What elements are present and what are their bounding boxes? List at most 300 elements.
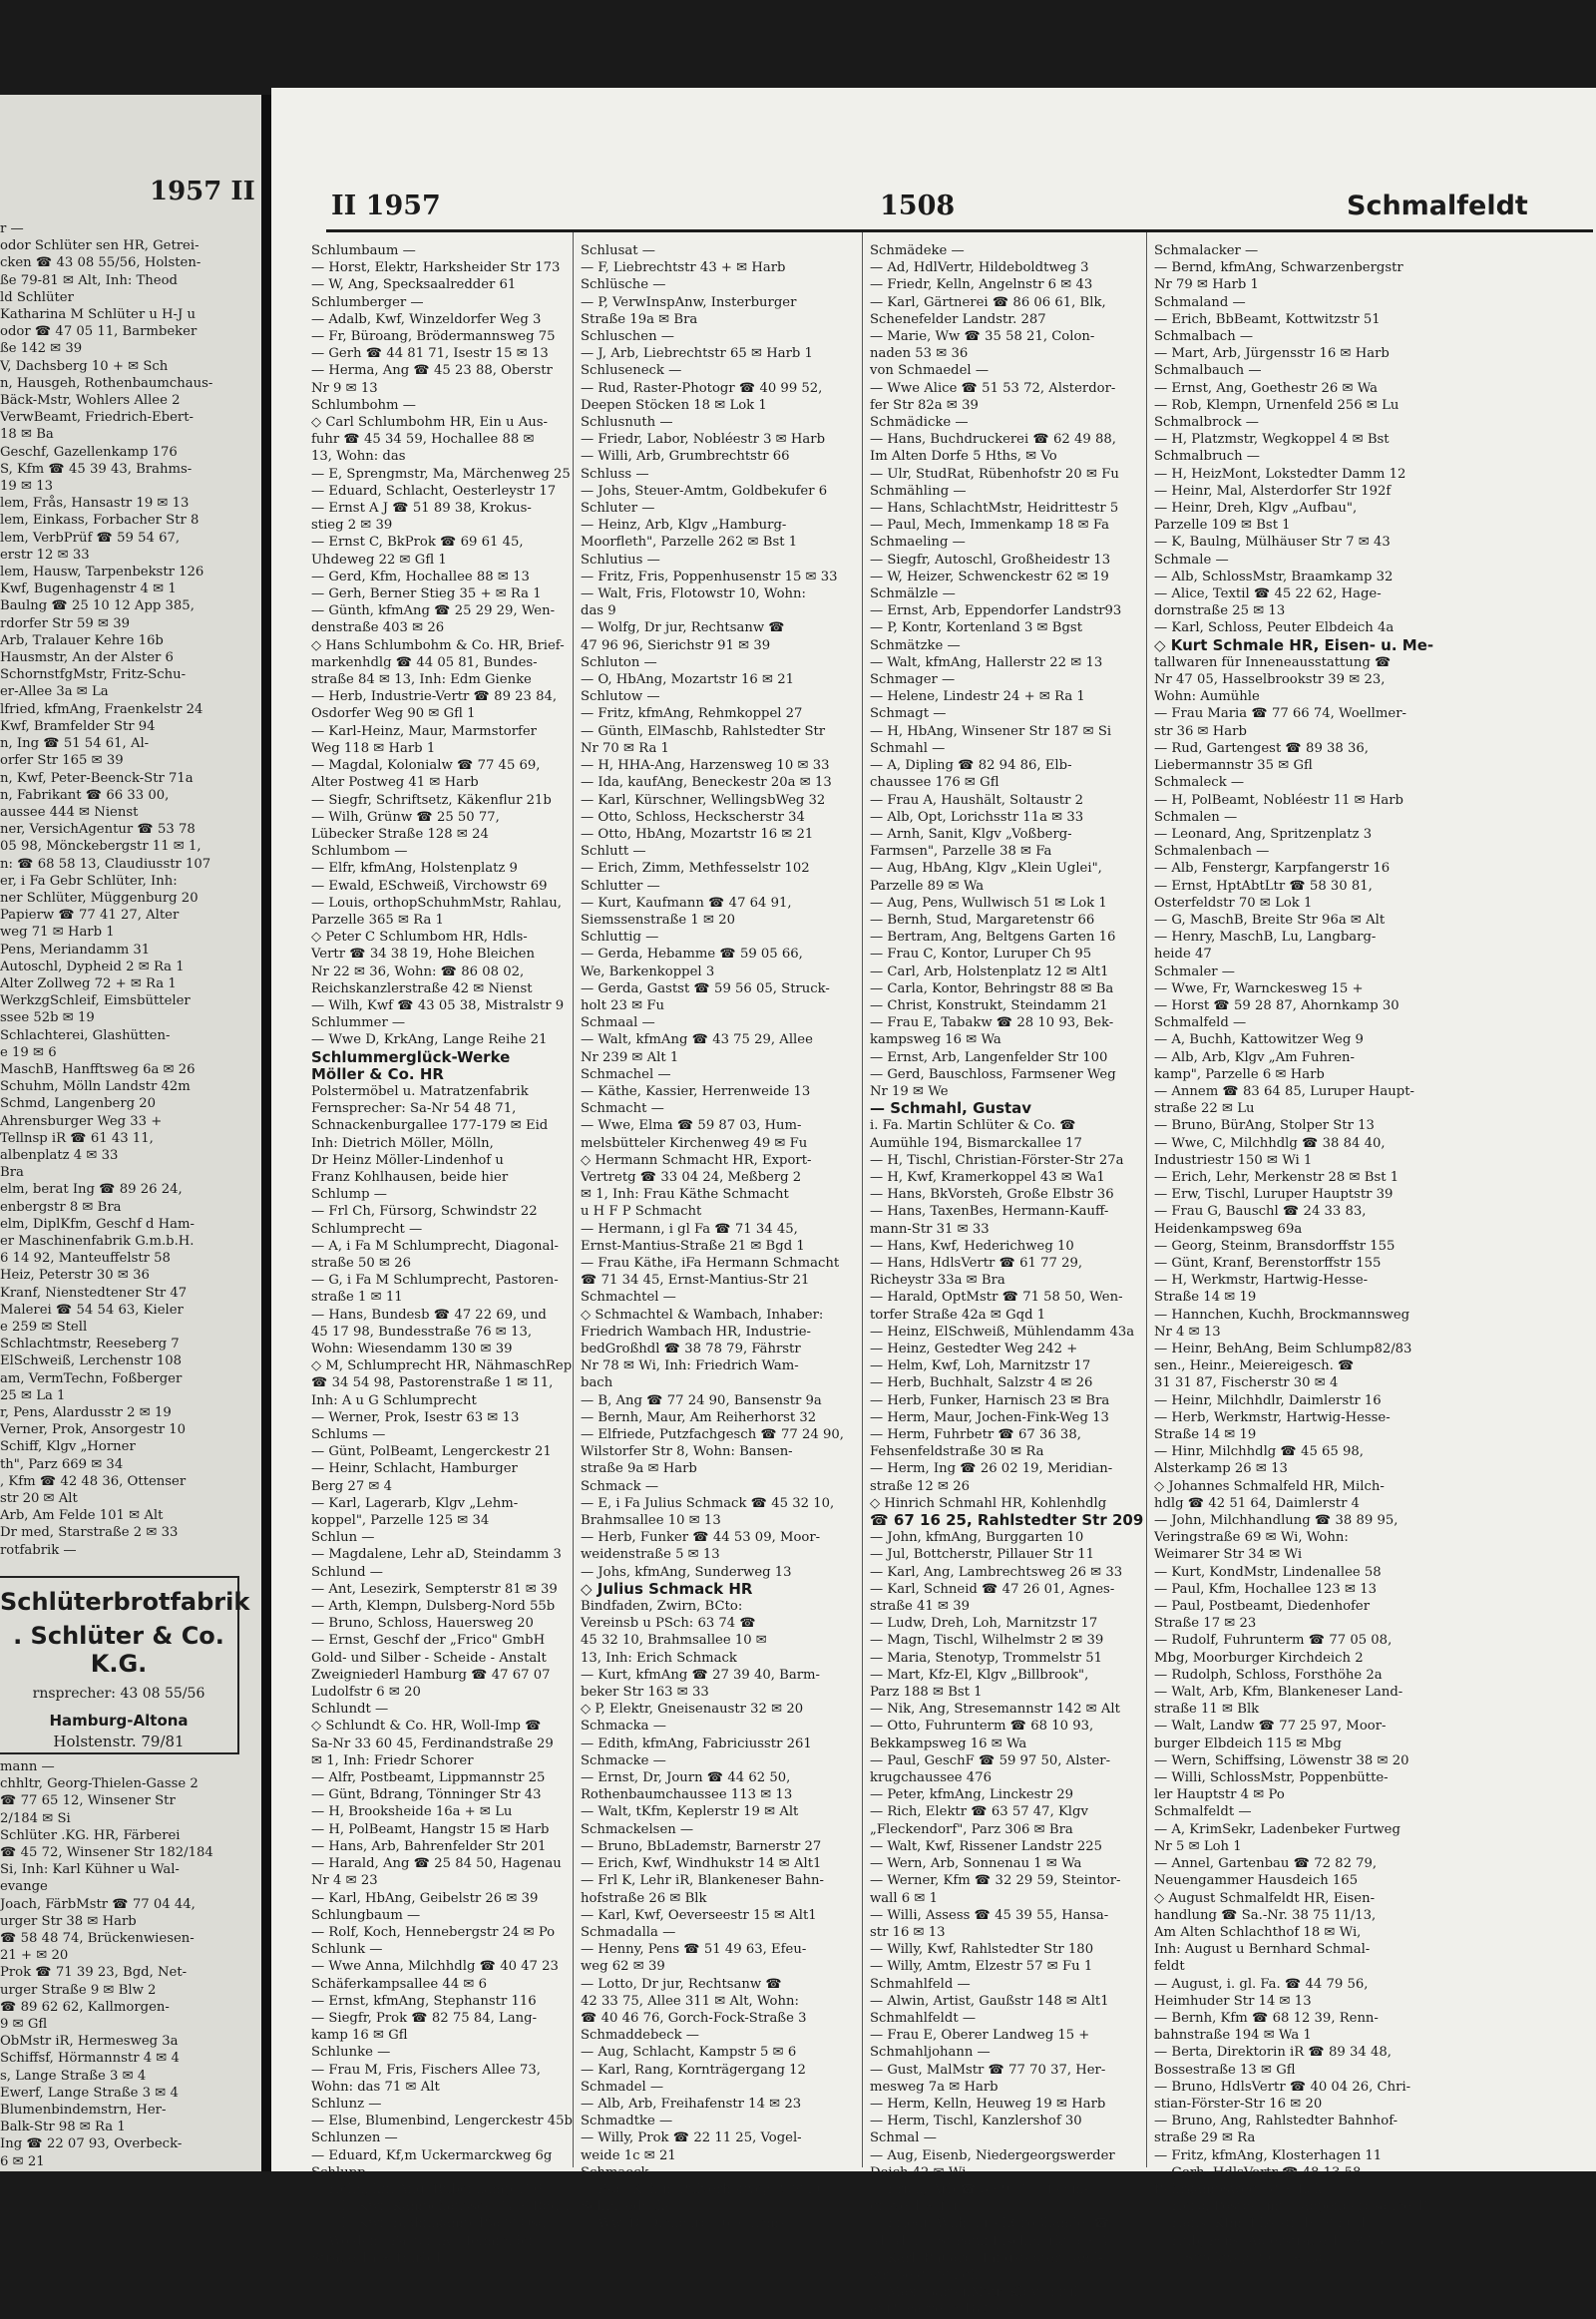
directory-entry-line: n: ☎ 68 58 13, Claudiusstr 107 <box>0 856 211 872</box>
directory-entry-line: — Wwe, C, Milchhdlg ☎ 38 84 40, <box>1154 1135 1386 1151</box>
directory-entry-line: cken ☎ 43 08 55/56, Holsten- <box>0 255 201 271</box>
directory-entry-line: — G, i Fa M Schlumprecht, Pastoren- <box>311 1273 559 1289</box>
directory-entry-line: mesweg 7a ✉ Harb <box>870 2079 998 2095</box>
directory-entry-line: — B, Ang ☎ 77 24 90, Bansenstr 9a <box>581 1392 822 1408</box>
page-number: 1508 <box>880 191 956 221</box>
directory-entry-line: Schmahlfeld — <box>870 1976 971 1992</box>
directory-entry-line: — Walt, Fris, Flotowstr 10, Wohn: <box>581 586 806 602</box>
directory-entry-line: Schmaal — <box>581 1015 655 1031</box>
directory-entry-line: kamp 16 ✉ Gfl <box>311 2028 408 2044</box>
directory-entry-line: — H, PolBeamt, Nobléestr 11 ✉ Harb <box>1154 792 1403 808</box>
directory-entry-line: — Johs, kfmAng, Sunderweg 13 <box>581 1564 792 1580</box>
directory-entry-line: Am Alten Schlachthof 18 ✉ Wi, <box>1154 1924 1362 1940</box>
directory-entry-line: — Karl-Heinz, Maur, Marmstorfer <box>311 723 537 739</box>
directory-entry-line: Schlupp — <box>311 2164 383 2180</box>
directory-entry-line: — Leonard, Ang, Spritzenplatz 3 <box>1154 826 1373 842</box>
directory-entry-line: — Kurt, KondMstr, Lindenallee 58 <box>1154 1564 1382 1580</box>
directory-entry-line: weide 1c ✉ 21 <box>581 2147 676 2163</box>
directory-entry-line: — Friedr, Labor, Nobléestr 3 ✉ Harb <box>581 432 826 448</box>
directory-entry-line: 2/184 ✉ Si <box>0 1810 71 1826</box>
directory-column-4 <box>1154 242 1434 2267</box>
directory-entry-line: er-Allee 3a ✉ La <box>0 684 109 700</box>
directory-entry-line: Papierw ☎ 77 41 27, Alter <box>0 908 180 924</box>
directory-entry-line: — Max, GartenMstr, Klgv „Früh <box>870 2285 1083 2301</box>
directory-entry-line: — Walt, kfmAng, Hallerstr 22 ✉ 13 <box>870 654 1103 670</box>
directory-entry-line: — Annel, Gartenbau ☎ 72 82 79, <box>1154 1856 1378 1872</box>
directory-entry-line: — Willy, Amtm, Elzestr 57 ✉ Fu 1 <box>870 1959 1093 1975</box>
directory-entry-line: kamp", Parzelle 6 ✉ Harb <box>1154 1066 1325 1082</box>
directory-entry-line: — Horst, Elektr, Harksheider Str 173 <box>311 260 561 276</box>
directory-entry-line: weg 62 ✉ 39 <box>581 1959 665 1975</box>
directory-entry-line: — Willi, Arb, Grumbrechtstr 66 <box>581 449 790 465</box>
directory-entry-line: Berg 27 ✉ 4 <box>311 1478 393 1494</box>
directory-entry-line: Schmälzle — <box>870 586 956 602</box>
directory-entry-line: Heimhuder Str 14 ✉ 13 <box>1154 1993 1312 2009</box>
directory-entry-line: Deepen Stöcken 18 ✉ Lok 1 <box>581 397 767 413</box>
directory-entry-line: — Louis, orthopSchuhmMstr, Rahlau, <box>311 895 562 911</box>
directory-entry-line: Schlutow — <box>581 689 660 705</box>
directory-entry-line: — Ernst A J ☎ 51 89 38, Krokus- <box>311 501 532 517</box>
ad-phone: rnsprecher: 43 08 55/56 <box>32 1686 205 1702</box>
directory-entry-line: 13, Wohn: das <box>311 449 406 465</box>
directory-entry-line: weg 71 ✉ Harb 1 <box>0 925 115 941</box>
directory-entry-line: Schmale — <box>1154 552 1229 568</box>
directory-entry-line: ◇ Carl Schlumbohm HR, Ein u Aus- <box>311 415 548 431</box>
directory-entry-line: — Carl, Arb, Holstenplatz 12 ✉ Alt1 <box>870 964 1109 979</box>
right-page-header-left: II 1957 <box>331 191 441 221</box>
directory-entry-line: r, Pens, Alardusstr 2 ✉ 19 <box>0 1405 172 1421</box>
directory-entry-line: Schmahlfeldt — <box>870 2010 977 2026</box>
directory-entry-line: Aumühle 194, Bismarckallee 17 <box>870 1135 1082 1151</box>
directory-entry-line: Richeystr 33a ✉ Bra <box>870 1273 1005 1289</box>
directory-entry-line: — Wwe, Fr, Warnckesweg 15 + <box>1154 980 1364 996</box>
directory-entry-line: — Woldem, Pastor iR, Heimfelder <box>311 2233 535 2249</box>
directory-entry-line: Schmaedecke — <box>581 2199 690 2215</box>
directory-entry-line: Bossestraße 13 ✉ Gfl <box>1154 2062 1296 2078</box>
directory-entry-line: — Hans, Arb, Bahrenfelder Str 201 <box>311 1838 547 1854</box>
directory-entry-line: — Herb, Buchhalt, Salzstr 4 ✉ 26 <box>870 1375 1093 1391</box>
directory-entry-line: ◇ Schmachtel & Wambach, Inhaber: <box>581 1307 824 1323</box>
directory-entry-line: Ewerf, Lange Straße 3 ✉ 4 <box>0 2085 179 2101</box>
directory-entry-line: — Frau M, Fris, Fischers Allee 73, <box>311 2062 541 2078</box>
directory-entry-line: — H, HeizMont, Lokstedter Damm 12 <box>1154 466 1406 482</box>
directory-entry-line: — J, Arb, Liebrechtstr 65 ✉ Harb 1 <box>581 346 813 362</box>
directory-entry-line: — Bruno, HdlsVertr ☎ 40 04 26, Chri- <box>1154 2079 1411 2095</box>
directory-entry-line: Schmacke — <box>581 1752 666 1768</box>
directory-entry-line: — P, VerwInspAnw, Insterburger <box>581 294 797 310</box>
directory-entry-line: — Walt, Arb, Kfm, Blankeneser Land- <box>1154 1685 1403 1701</box>
directory-entry-line: — Paul, Mech, Immenkamp 18 ✉ Fa <box>870 518 1110 534</box>
directory-entry-line: — P, Kontr, Kortenland 3 ✉ Bgst <box>870 620 1082 636</box>
directory-entry-line: ◇ Hans Schlumbohm & Co. HR, Brief- <box>311 637 565 653</box>
directory-entry-line: Schmack — <box>581 1478 659 1494</box>
directory-entry-line: — Werner, Kfm ☎ 32 29 59, Steintor- <box>870 1873 1121 1889</box>
directory-entry-line: — Ernst C, BkProk ☎ 69 61 45, <box>311 535 524 551</box>
directory-entry-line: straße 9a ✉ Harb <box>581 1461 697 1477</box>
directory-entry-line: Wohn: Aumühle <box>1154 689 1260 705</box>
directory-entry-line: — Heinr, Milchhdlr, Daimlerstr 16 <box>1154 1392 1382 1408</box>
schlueterbrotfabrik-advertisement <box>0 1576 250 1754</box>
directory-entry-line: 18 ✉ Ba <box>0 427 54 443</box>
directory-entry-line: ◇ Peter C Schlumbom HR, Hdls- <box>311 930 528 946</box>
directory-entry-line: — Heinz, Gestedter Weg 242 + <box>870 1342 1078 1356</box>
directory-entry-line: — Erich, Arb ☎ 59 95 75, Leem- <box>870 2181 1089 2197</box>
directory-entry-line: Schmagt — <box>870 706 947 722</box>
directory-entry-line: — John, kfmAng, Burggarten 10 <box>870 1530 1084 1546</box>
directory-entry-line: — Hans, TaxenBes, Hermann-Kauff- <box>870 1204 1109 1220</box>
directory-entry-line: — Frau Maria ☎ 77 66 74, Woellmer- <box>1154 706 1406 722</box>
directory-entry-line: ner, VersichAgentur ☎ 53 78 <box>0 822 196 838</box>
directory-entry-line: — Arnh, Sanit, Klgv „Voßberg- <box>870 826 1072 842</box>
directory-entry-line: — A, Dipling ☎ 82 94 86, Elb- <box>870 758 1072 774</box>
directory-entry-line: Schmalfeldt — <box>1154 1804 1252 1820</box>
directory-entry-line: straße 41 ✉ 39 <box>870 1599 971 1615</box>
right-page <box>271 88 1596 2318</box>
directory-entry-line: — Magdal, Kolonialw ☎ 77 45 69, <box>311 758 541 774</box>
directory-entry-line: Hausmstr, An der Alster 6 <box>0 650 174 666</box>
directory-entry-line: s, Lange Straße 3 ✉ 4 <box>0 2068 147 2084</box>
directory-entry-line: — Karl, Schloss, Peuter Elbdeich 4a <box>1154 620 1395 636</box>
directory-entry-line: markenhdlg ☎ 44 05 81, Bundes- <box>311 654 538 670</box>
directory-entry-line: — Bruno, Ang, Rahlstedter Bahnhof- <box>1154 2114 1398 2129</box>
directory-entry-line: krugchaussee 476 <box>870 1770 992 1786</box>
directory-entry-line: chaussee 176 ✉ Gfl <box>870 775 999 791</box>
directory-entry-line: — Aug, Schlacht, Kampstr 5 ✉ 6 <box>581 2045 797 2061</box>
directory-entry-line: feldt <box>1154 1959 1185 1975</box>
directory-entry-line: — Hans, SchlachtMstr, Heidrittestr 5 <box>870 501 1119 517</box>
directory-entry-line: Inh: Dietrich Möller, Mölln, <box>311 1135 494 1151</box>
directory-entry-line: — Gerh, Berner Stieg 35 + ✉ Ra 1 <box>311 586 542 602</box>
directory-entry-line: — H, HHA-Ang, Harzensweg 10 ✉ 33 <box>581 758 830 774</box>
directory-entry-line: str 36 ✉ Harb <box>1154 723 1247 739</box>
directory-entry-line: u H F P Schmacht <box>581 1204 702 1220</box>
directory-entry-line: — Jul, Bottcherstr, Pillauer Str 11 <box>870 1547 1095 1563</box>
directory-entry-line: — Christ, Konstrukt, Steindamm 21 <box>870 997 1108 1013</box>
directory-entry-line: 45 32 10, Brahmsallee 10 ✉ <box>581 1633 767 1649</box>
directory-entry-line: — Hinr, Milchhdlg ☎ 45 65 98, <box>1154 1444 1364 1460</box>
directory-entry-line: — Fritz, kfmAng, Klosterhagen 11 <box>1154 2147 1383 2163</box>
directory-entry-line: Nr 47 05, Hasselbrookstr 39 ✉ 23, <box>1154 672 1386 688</box>
directory-entry-line: „Fleckendorf", Parz 306 ✉ Bra <box>870 1821 1073 1837</box>
directory-entry-line: — Karl, Kwf, Oeverseestr 15 ✉ Alt1 <box>581 1907 817 1923</box>
directory-entry-line: fuhr ☎ 45 34 59, Hochallee 88 ✉ <box>311 432 535 448</box>
directory-entry-line: bedGroßhdl ☎ 38 78 79, Fährstr <box>581 1342 801 1356</box>
directory-entry-line: Schlunk — <box>311 1942 383 1958</box>
directory-entry-line: — Karl, Bauarb, Tangstedter Land- <box>870 2250 1103 2266</box>
directory-entry-line: ☎ 34 54 98, Pastorenstraße 1 ✉ 11, <box>311 1375 554 1391</box>
directory-entry-line: — Herm, Ing ☎ 26 02 19, Meridian- <box>870 1461 1113 1477</box>
directory-entry-line: Schluton — <box>581 654 657 670</box>
directory-entry-line: — Berta, Direktorin iR ☎ 89 34 48, <box>1154 2045 1392 2061</box>
directory-entry-line: Nr 4 ✉ 23 <box>311 1873 378 1889</box>
directory-entry-line: Schluss — <box>581 466 649 482</box>
directory-entry-line: Schlutter — <box>581 878 660 894</box>
directory-entry-line: — Ant, Lesezirk, Sempterstr 81 ✉ 39 <box>311 1581 558 1597</box>
directory-entry-line: Schenefelder Landstr. 287 <box>870 311 1046 327</box>
directory-entry-line: — Erich, BbBeamt, Kottwitzstr 51 <box>1154 311 1381 327</box>
directory-entry-line: — Joh, Kwf, Blohmkamp 48a ✉ Osd <box>311 2216 547 2232</box>
directory-entry-line: — Ernst, Arb, Eppendorfer Landstr93 <box>870 603 1122 619</box>
directory-entry-line: Schmalacker — <box>1154 243 1259 258</box>
directory-entry-line: ◇ P, Elektr, Gneisenaustr 32 ✉ 20 <box>581 1702 804 1718</box>
directory-entry-line: — Karl, Schneid ☎ 47 26 01, Agnes- <box>870 1581 1115 1597</box>
directory-entry-line: — Frau A, Haushält, Soltaustr 2 <box>870 792 1083 808</box>
directory-entry-line: Neuengammer Hausdeich 165 <box>1154 1873 1359 1889</box>
directory-entry-line: Reichskanzlerstraße 42 ✉ Nienst <box>311 980 533 996</box>
directory-entry-line: — Paul, Postbeamt, Diedenhofer <box>1154 1599 1371 1615</box>
directory-entry-line: Uhdeweg 22 ✉ Gfl 1 <box>311 552 447 568</box>
directory-entry-line: aussee 444 ✉ Nienst <box>0 804 139 820</box>
directory-entry-line: 45 17 98, Bundesstraße 76 ✉ 13, <box>311 1324 533 1340</box>
directory-entry-line: — Bernh, Stud, Margaretenstr 66 <box>870 912 1095 928</box>
directory-entry-line: ◇ August Schmalfeldt HR, Eisen- <box>1154 1890 1376 1906</box>
directory-entry-line: — Fritz, Fris, Poppenhusenstr 15 ✉ 33 <box>581 569 838 584</box>
directory-entry-line: Schluter — <box>581 501 655 517</box>
directory-entry-line: — Heinr, Dreh, Klgv „Aufbau", <box>1154 501 1358 517</box>
ad-city: Hamburg-Altona <box>49 1712 189 1730</box>
directory-entry-line: straße 12 ✉ 26 <box>870 1478 971 1494</box>
directory-entry-line: — K, Baulng, Mülhäuser Str 7 ✉ 43 <box>1154 535 1391 551</box>
directory-entry-line: Schlutius — <box>581 552 660 568</box>
directory-entry-line: Schmalbauch — <box>1154 363 1262 379</box>
directory-entry-line: — Bruno, BbLademstr, Barnerstr 27 <box>581 1838 822 1854</box>
directory-entry-line: — Henny, Pens ☎ 51 49 63, Efeu- <box>581 1942 807 1958</box>
directory-entry-line: — F, Liebrechtstr 43 + ✉ Harb <box>581 260 786 276</box>
directory-entry-line: — Gust, MalMstr ☎ 77 70 37, Her- <box>870 2062 1106 2078</box>
directory-entry-line: Liebermannstr 35 ✉ Gfl <box>1154 758 1313 774</box>
directory-entry-line: Balk-Str 98 ✉ Ra 1 <box>0 2120 126 2135</box>
directory-entry-line: — Karl, Kürschner, WellingsbWeg 32 <box>581 792 826 808</box>
directory-entry-line: Schlummer — <box>311 1015 406 1031</box>
ad-line-2: . Schlüter & Co. K.G. <box>13 1622 224 1678</box>
directory-entry-line: — Rudolf, Fuhrunterm ☎ 77 05 08, <box>1154 1633 1393 1649</box>
directory-entry-line: — Ernst, kfmAng, Stephanstr 116 <box>311 1993 537 2009</box>
directory-entry-line: Autoschl, Dypheid 2 ✉ Ra 1 <box>0 959 185 974</box>
directory-entry-line: Schmaddebeck — <box>581 2028 699 2044</box>
directory-entry-line: — Herb, Funker, Harnisch 23 ✉ Bra <box>870 1392 1110 1408</box>
directory-entry-line: Alsterkamp 26 ✉ 13 <box>1154 1461 1288 1477</box>
directory-entry-line: Farmsen", Parzelle 38 ✉ Fa <box>870 844 1052 860</box>
directory-entry-line: Rothenbaumchaussee 113 ✉ 13 <box>581 1787 793 1803</box>
directory-entry-line: — Peter, kfmAng, Linckestr 29 <box>870 1787 1074 1803</box>
directory-entry-line: urger Straße 9 ✉ Blw 2 <box>0 1982 157 1998</box>
directory-entry-line: Joach, FärbMstr ☎ 77 04 44, <box>0 1896 196 1912</box>
directory-entry-line: — Horst ☎ 59 28 87, Ahornkamp 30 <box>1154 997 1399 1013</box>
directory-entry-line: str 20 ✉ Alt <box>0 1491 78 1507</box>
directory-entry-line: Si, Inh: Karl Kühner u Wal- <box>0 1862 180 1878</box>
directory-entry-line: hofstraße 26 ✉ Blk <box>581 1890 707 1906</box>
directory-entry-line: Schlun — <box>311 1530 375 1546</box>
directory-entry-line: — Gerh ☎ 44 81 71, Isestr 15 ✉ 13 <box>311 346 549 362</box>
directory-entry-line: — Friedr, Wilh, FischGroßhandel ☎ <box>870 2216 1110 2232</box>
directory-entry-line: Fehsenfeldstraße 30 ✉ Ra <box>870 1444 1044 1460</box>
directory-entry-line: — Ernst, HptAbtLtr ☎ 58 30 81, <box>1154 878 1373 894</box>
ad-street: Holstenstr. 79/81 <box>53 1733 185 1750</box>
directory-entry-line: MaschB, Hanfftsweg 6a ✉ 26 <box>0 1061 196 1077</box>
directory-entry-line: er, i Fa Gebr Schlüter, Inh: <box>0 873 178 889</box>
directory-entry-line: Schäferkampsallee 44 ✉ 6 <box>311 1976 488 1992</box>
directory-entry-line: WerkzgSchleif, Eimsbütteler <box>0 993 191 1009</box>
directory-entry-line: ◇ Hinrich Schmahl HR, Kohlenhdlg <box>870 1495 1107 1511</box>
directory-entry-line: — Otto, Schloss, Heckscherstr 34 <box>581 809 805 825</box>
directory-entry-line: — Frl K, Lehr iR, Blankeneser Bahn- <box>581 1873 824 1889</box>
directory-entry-line: — Karl, Gärtnerei ☎ 86 06 61, Blk, <box>870 294 1106 310</box>
directory-entry-line: Schlungbaum — <box>311 1907 421 1923</box>
directory-entry-line: Schmädicke — <box>870 415 969 431</box>
directory-entry-line: ◇ Hermann Schmacht HR, Export- <box>581 1152 812 1168</box>
directory-entry-line: — O, HbAng, Mozartstr 16 ✉ 21 <box>581 672 794 688</box>
directory-entry-line: — Erw, Tischl, Luruper Hauptstr 39 <box>1154 1187 1394 1203</box>
directory-entry-line: Schlusnuth — <box>581 415 673 431</box>
directory-entry-line: ◇ Johannes Schmalfeld HR, Milch- <box>1154 1478 1385 1494</box>
directory-entry-line: 31 31 13, St.Pauli Fischmarkt 5 ✉ 4 <box>870 2233 1109 2249</box>
directory-entry-line: Schlundt — <box>311 1702 389 1718</box>
directory-entry-line: Schluseneck — <box>581 363 682 379</box>
directory-entry-line: Schlumprecht — <box>311 1221 423 1237</box>
directory-entry-line: Verner, Prok, Ansorgestr 10 <box>0 1422 187 1438</box>
directory-entry-line: — Aug, Eisenb, Niedergeorgswerder <box>870 2147 1115 2163</box>
directory-entry-line: Schmalbrock — <box>1154 415 1259 431</box>
directory-entry-line: — Willi, SchlossMstr, Poppenbütte- <box>1154 1770 1389 1786</box>
directory-entry-line: — Edith, kfmAng, Fabriciusstr 261 <box>581 1736 812 1751</box>
directory-entry-line: Nr 5 ✉ Loh 1 <box>1154 1838 1242 1854</box>
directory-entry-line: Straße 14 ✉ 19 <box>1154 1290 1257 1306</box>
directory-entry-line: Parzelle 109 ✉ Bst 1 <box>1154 518 1291 534</box>
directory-entry-line: — Werner, Prok, Isestr 63 ✉ 13 <box>311 1409 520 1425</box>
directory-entry-line: Schlüsche — <box>581 277 666 293</box>
directory-entry-line: — Siegfr, Schriftsetz, Käkenflur 21b <box>311 792 552 808</box>
directory-entry-line: — Paul, Kfm, Hochallee 123 ✉ 13 <box>1154 1581 1378 1597</box>
directory-entry-line: — Magdalene, Lehr aD, Steindamm 3 <box>311 1547 562 1563</box>
directory-entry-line: ssee 52b ✉ 19 <box>0 1010 95 1026</box>
directory-entry-line: — Frau C, Kontor, Luruper Ch 95 <box>870 947 1092 963</box>
directory-entry-line: — Hans, BkVorsteh, Große Elbstr 36 <box>870 1187 1114 1203</box>
directory-entry-line: n, Fabrikant ☎ 66 33 00, <box>0 787 170 803</box>
directory-entry-line: lem, VerbPrüf ☎ 59 54 67, <box>0 530 181 546</box>
directory-entry-line: ße 142 ✉ 39 <box>0 341 83 357</box>
directory-entry-line: Vertretg ☎ 33 04 24, Meßberg 2 <box>581 1169 802 1185</box>
directory-entry-line: — Alb, Opt, Lorichsstr 11a ✉ 33 <box>870 809 1084 825</box>
directory-entry-line: — Johs, Steuer-Amtm, Goldbekufer 6 <box>581 483 828 499</box>
directory-entry-line: — Aug, HbAng, Klgv „Klein Uglei", <box>870 861 1102 877</box>
directory-entry-line: — Helm, kfmAng, Rübenkamp 136 <box>311 2181 543 2197</box>
directory-entry-line: Nr 70 ✉ Ra 1 <box>581 740 669 756</box>
directory-entry-line: — Bernd, kfmAng, Schwarzenbergstr <box>1154 260 1403 276</box>
directory-entry-line: Schmacka — <box>581 1719 666 1735</box>
directory-entry-line: Schmalen — <box>1154 809 1238 825</box>
directory-entry-line: Osdorfer Weg 90 ✉ Gfl 1 <box>311 706 476 722</box>
directory-entry-line: tallwaren für Inneneausstattung ☎ <box>1154 654 1392 670</box>
directory-entry-line: — Frau E, Oberer Landweg 15 + <box>870 2028 1090 2044</box>
directory-entry-line: — Frl Ch, Fürsorg, Schwindstr 22 <box>311 1204 538 1220</box>
column-separator <box>862 232 863 2167</box>
directory-entry-line: Dr Heinz Möller-Lindenhof u <box>311 1152 504 1168</box>
directory-entry-line: Siemssenstraße 1 ✉ 20 <box>581 912 736 928</box>
directory-entry-line: ☎ 77 65 12, Winsener Str <box>0 1793 176 1809</box>
directory-entry-line: Polstermöbel u. Matratzenfabrik <box>311 1083 529 1099</box>
directory-entry-line: stieg 2 ✉ 39 <box>311 518 393 534</box>
directory-entry-line: , Kfm ☎ 42 48 36, Ottenser <box>0 1473 187 1489</box>
directory-entry-line: — Willy, Prok ☎ 22 11 25, Vogel- <box>581 2130 802 2146</box>
directory-entry-line: — Else, Blumenbind, Lengerckestr 45b <box>311 2114 573 2129</box>
directory-entry-line: — Gerda, Hebamme ☎ 59 05 66, <box>581 947 803 963</box>
directory-entry-line: Pens, Meriandamm 31 <box>0 942 151 958</box>
directory-entry-line: Parzelle 365 ✉ Ra 1 <box>311 912 444 928</box>
directory-entry-line: Schiff, Klgv „Horner <box>0 1439 136 1455</box>
directory-entry-line: — Wwe D, KrkAng, Lange Reihe 21 <box>311 1032 548 1048</box>
directory-entry-line: — Frau Käthe, iFa Hermann Schmacht <box>581 1255 840 1271</box>
directory-entry-line: — Helm, Kwf, Loh, Marnitzstr 17 <box>870 1358 1091 1374</box>
directory-entry-line: — August, i. gl. Fa. ☎ 44 79 56, <box>1154 1976 1369 1992</box>
directory-entry-line: Gold- und Silber - Scheide - Anstalt <box>311 1650 547 1666</box>
directory-entry-line: Bäck-Mstr, Wohlers Allee 2 <box>0 393 181 409</box>
directory-entry-line: von Schmaedel — <box>870 363 990 379</box>
directory-entry-line: ☎ 45 72, Winsener Str 182/184 <box>0 1845 213 1861</box>
directory-entry-line: ☎ 89 62 62, Kallmorgen- <box>0 1999 170 2015</box>
directory-entry-line: ✉ 1, Inh: Frau Käthe Schmacht <box>581 1187 789 1203</box>
directory-entry-line: — H, PolBeamt, Hangstr 15 ✉ Harb <box>311 1821 550 1837</box>
directory-entry-line: — Wwe Alice ☎ 51 53 72, Alsterdor- <box>870 380 1116 396</box>
directory-entry-line: 42 33 75, Allee 311 ✉ Alt, Wohn: <box>581 1993 799 2009</box>
directory-entry-line: — Günt, Kranf, Berenstorffstr 155 <box>1154 1255 1382 1271</box>
directory-entry-line: Nr 9 ✉ 13 <box>311 380 378 396</box>
directory-entry-line: — Bertram, Ang, Beltgens Garten 16 <box>870 930 1116 946</box>
directory-entry-line: torfer Straße 42a ✉ Gqd 1 <box>870 1307 1046 1323</box>
directory-entry-line: — Eduard, Schlacht, Oesterleystr 17 <box>311 483 557 499</box>
directory-entry-line: 6 14 92, Manteuffelstr 58 <box>0 1251 171 1267</box>
directory-entry-line: SchornstfgMstr, Fritz-Schu- <box>0 667 187 683</box>
directory-entry-line: ◇ M, Schlumprecht HR, NähmaschRep <box>311 1358 573 1374</box>
directory-entry-line: lem, Frås, Hansastr 19 ✉ 13 <box>0 496 190 512</box>
directory-entry-line: — Wwe Anna, Milchhdlg ☎ 40 47 23 <box>311 1959 559 1975</box>
directory-entry-line: — Heinr, BehAng, Beim Schlump82/83 <box>1154 1342 1412 1356</box>
directory-entry-line: Baulng ☎ 25 10 12 App 385, <box>0 598 195 614</box>
directory-entry-line: — Hub, Pens, Adlerstraße 15 ✉ 33 <box>1154 2233 1385 2249</box>
directory-entry-line: Schuhm, Mölln Landstr 42m <box>0 1079 191 1095</box>
directory-entry-line: Weimarer Str 34 ✉ Wi <box>1154 1547 1303 1563</box>
directory-entry-line: — Willy, Kwf, Rahlstedter Str 180 <box>870 1942 1094 1958</box>
directory-entry-line: stian-Förster-Str 16 ✉ 20 <box>1154 2096 1323 2112</box>
directory-entry-line: — Carla, Kontor, Behringstr 88 ✉ Ba <box>870 980 1114 996</box>
directory-entry-line: — Herb, Werkmstr, Hartwig-Hesse- <box>1154 1409 1391 1425</box>
directory-entry-line: — Marie, Ww ☎ 35 58 21, Colon- <box>870 329 1095 345</box>
directory-entry-line: n, Ing ☎ 51 54 61, Al- <box>0 736 150 752</box>
directory-entry-line: i. Fa. Martin Schlüter & Co. ☎ <box>870 1118 1076 1134</box>
directory-entry-line: Sa-Nr 33 60 45, Ferdinandstraße 29 <box>311 1736 554 1751</box>
directory-entry-line: ✉ 1, Inh: Friedr Schorer <box>311 1752 474 1768</box>
directory-entry-line: — Nik, Ang, Stresemannstr 142 ✉ Alt <box>870 1702 1120 1718</box>
directory-entry-line: — Herb, Industrie-Vertr ☎ 89 23 84, <box>311 689 558 705</box>
directory-entry-line: 9 ✉ Gfl <box>0 2017 48 2033</box>
directory-entry-line: Lübecker Straße 128 ✉ 24 <box>311 826 489 842</box>
directory-entry-line: burger Elbdeich 115 ✉ Mbg <box>1154 1736 1342 1751</box>
directory-entry-line: — Hans, Kwf, Hederichweg 10 <box>870 1238 1074 1254</box>
directory-entry-line: Schmadel — <box>581 2079 664 2095</box>
directory-entry-line: — Herm, Maur, Jochen-Fink-Weg 13 <box>870 1409 1109 1425</box>
directory-entry-line: straße 1 ✉ 11 <box>311 1290 403 1306</box>
directory-entry-line: — Willi, Assess ☎ 45 39 55, Hansa- <box>870 1907 1109 1923</box>
directory-entry-line: — Eduard, Kf,m Uckermarckweg 6g <box>311 2147 553 2163</box>
directory-entry-line: Schlump — <box>311 1187 387 1203</box>
directory-entry-line: Schmahljohann — <box>870 2045 991 2061</box>
directory-entry-line: Nr 239 ✉ Alt 1 <box>581 1049 679 1065</box>
directory-entry-line: — Ludw, Dreh, Loh, Marnitzstr 17 <box>870 1616 1098 1632</box>
directory-entry-line: — Walt, Kwf, Rissener Landstr 225 <box>870 1838 1103 1854</box>
directory-entry-line: Arb, Tralauer Kehre 16b <box>0 632 164 648</box>
running-head-schmalfeldt: Schmalfeldt <box>1347 191 1528 221</box>
directory-entry-line: — Gerd, Kfm, Hochallee 88 ✉ 13 <box>311 569 530 584</box>
directory-entry-line: — Karl, HbAng, Geibelstr 26 ✉ 39 <box>311 1890 539 1906</box>
